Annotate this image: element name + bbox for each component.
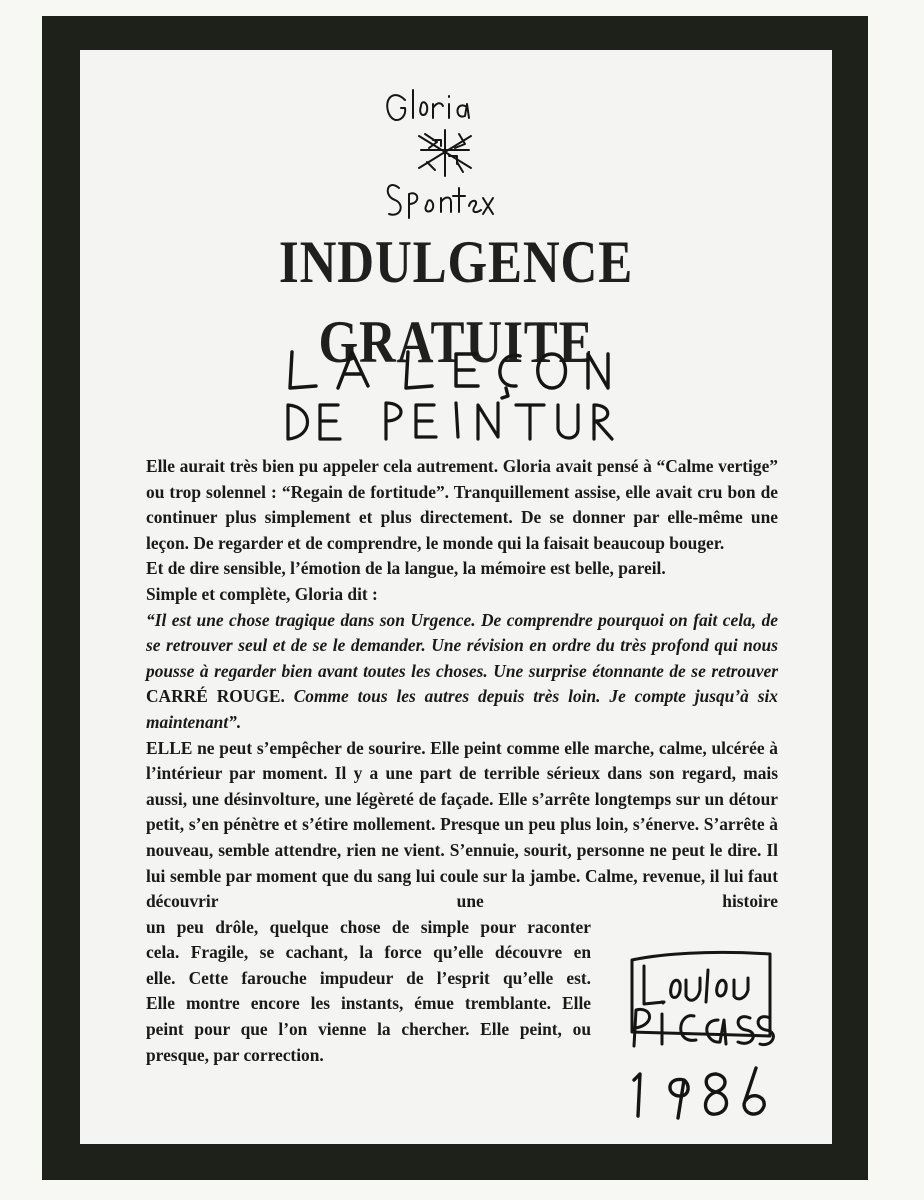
text-line: elle. Cette farouche impudeur de l’esprit qu’elle est. bbox=[146, 967, 591, 988]
handwritten-title-line1 bbox=[282, 342, 612, 400]
text-line: cela. Fragile, se cachant, la force qu’elle découvre en bbox=[146, 942, 591, 963]
text-line: Elle montre encore les instants, émue tremblante. Elle bbox=[146, 993, 591, 1014]
paragraph: Et de dire sensible, l’émotion de la langue, la mémoire est belle, pareil. bbox=[146, 558, 666, 579]
handwritten-title-line2 bbox=[282, 397, 622, 447]
quote-text: “Il est une chose tragique dans son Urgence. De comprendre pourquoi on fait cela, de se retrouver seul et de se le demander. Une révision en ordre du très profond qui nous pousse à regarder bien avant toutes les choses. Une surprise étonnante de se retrouver bbox=[146, 609, 778, 681]
text-line: peint pour que l’on vienne la chercher. Elle peint, ou bbox=[146, 1019, 591, 1040]
paragraph: Simple et complète, Gloria dit : bbox=[146, 583, 378, 604]
page-title: INDULGENCE GRATUITE bbox=[278, 229, 634, 375]
paragraph: Elle aurait très bien pu appeler cela autrement. Gloria avait pensé à “Calme vertige” ou trop solennel : “Regain de fortitude”. Tranquillement assise, elle avait cru bon de continuer plus simplement et plus directement. De se donner par elle-même une leçon. De regarder et de comprendre, le monde qui la faisait beaucoup bouger. bbox=[146, 456, 778, 553]
quote-emphasis: CARRÉ ROUGE. bbox=[146, 686, 285, 707]
quote-paragraph bbox=[146, 608, 778, 736]
artist-signature bbox=[620, 940, 780, 1125]
text-line: un peu drôle, quelque chose de simple pour raconter bbox=[146, 916, 591, 937]
paragraph: ELLE ne peut s’empêcher de sourire. Elle peint comme elle marche, calme, ulcérée à l’intérieur par moment. Il y a une part de terrible sérieux dans son regard, mais aussi, une désinvolture, une légèreté de façade. Elle s’arrête longtemps sur un détour petit, s’en pénètre et s’étire mollement. Presque un peu plus loin, s’énerve. S’arrête à nouveau, semble attendre, rien ne vient. S’ennuie, sourit, personne ne peut le dire. Il lui semble par moment que du sang lui coule sur la jambe. Calme, revenue, il lui faut découvrir une histoire bbox=[146, 737, 778, 912]
gloria-spontex-logo bbox=[375, 78, 505, 228]
text-line: presque, par correction. bbox=[146, 1044, 324, 1065]
quote-text: Comme tous les autres depuis très loin. Je compte jusqu’à six maintenant”. bbox=[146, 686, 778, 732]
closing-paragraph bbox=[146, 915, 591, 1069]
